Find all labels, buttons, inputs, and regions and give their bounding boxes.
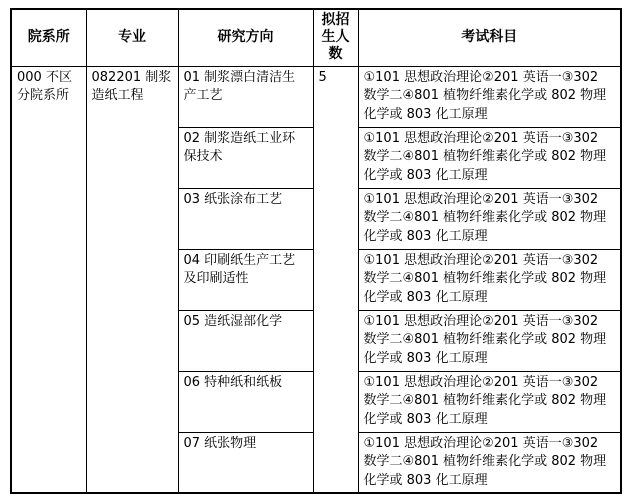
exam-cell: ①101 思想政治理论②201 英语一③302 数学二④801 植物纤维素化学或 802 物理化学或 803 化工原理 <box>358 188 621 249</box>
header-department: 院系所 <box>11 9 86 66</box>
direction-cell: 01 制浆漂白清洁生产工艺 <box>178 66 313 127</box>
header-major: 专业 <box>86 9 178 66</box>
header-direction: 研究方向 <box>178 9 313 66</box>
exam-cell: ①101 思想政治理论②201 英语一③302 数学二④801 植物纤维素化学或 802 物理化学或 803 化工原理 <box>358 310 621 371</box>
direction-cell: 06 特种纸和纸板 <box>178 371 313 432</box>
direction-cell: 05 造纸湿部化学 <box>178 310 313 371</box>
direction-cell: 02 制浆造纸工业环保技术 <box>178 127 313 188</box>
exam-cell: ①101 思想政治理论②201 英语一③302 数学二④801 植物纤维素化学或 802 物理化学或 803 化工原理 <box>358 127 621 188</box>
exam-cell: ①101 思想政治理论②201 英语一③302 数学二④801 植物纤维素化学或 802 物理化学或 803 化工原理 <box>358 249 621 310</box>
header-enrollment: 拟招生人数 <box>313 9 358 66</box>
exam-cell: ①101 思想政治理论②201 英语一③302 数学二④801 植物纤维素化学或 802 物理化学或 803 化工原理 <box>358 432 621 493</box>
enrollment-cell: 5 <box>313 66 358 493</box>
exam-cell: ①101 思想政治理论②201 英语一③302 数学二④801 植物纤维素化学或 802 物理化学或 803 化工原理 <box>358 371 621 432</box>
table-row <box>11 66 621 127</box>
header-exam: 考试科目 <box>358 9 621 66</box>
exam-cell: ①101 思想政治理论②201 英语一③302 数学二④801 植物纤维素化学或 802 物理化学或 803 化工原理 <box>358 66 621 127</box>
header-row <box>11 9 621 66</box>
department-cell: 000 不区分院系所 <box>11 66 86 493</box>
admissions-table <box>10 8 622 494</box>
direction-cell: 04 印刷纸生产工艺及印刷适性 <box>178 249 313 310</box>
major-cell: 082201 制浆造纸工程 <box>86 66 178 493</box>
direction-cell: 07 纸张物理 <box>178 432 313 493</box>
direction-cell: 03 纸张涂布工艺 <box>178 188 313 249</box>
